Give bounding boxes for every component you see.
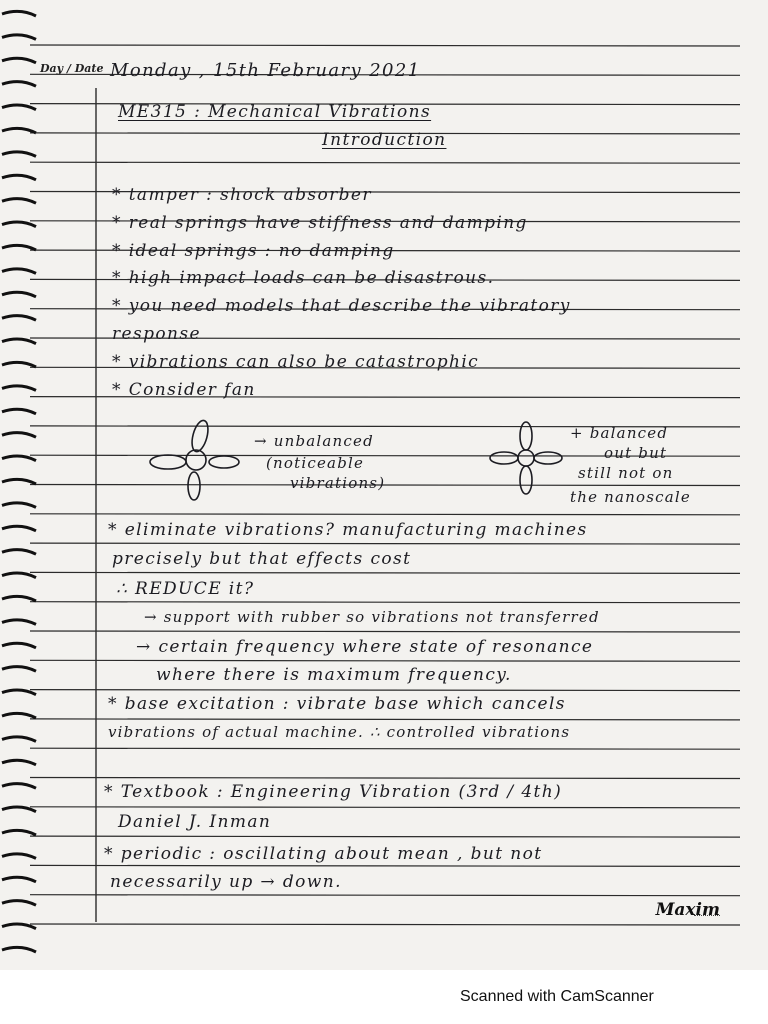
spiral-ring xyxy=(2,456,36,461)
note-line: * tamper : shock absorber xyxy=(112,185,372,205)
note-line: vibrations of actual machine. ∴ controlled vibrations xyxy=(108,723,571,741)
spiral-ring xyxy=(2,901,36,906)
spiral-ring xyxy=(2,433,36,438)
spiral-ring xyxy=(2,269,36,274)
spiral-ring xyxy=(2,175,36,180)
ruled-line xyxy=(30,690,740,691)
note-line: response xyxy=(112,324,201,344)
note-line: Daniel J. Inman xyxy=(118,812,272,832)
note-line: * Textbook : Engineering Vibration (3rd / 4th) xyxy=(104,782,563,802)
fan-label-line: (noticeable xyxy=(266,454,365,472)
note-line: * vibrations can also be catastrophic xyxy=(112,352,480,372)
section-title: Introduction xyxy=(322,130,447,150)
spiral-ring xyxy=(2,128,36,133)
ruled-line xyxy=(30,924,740,925)
ruled-line xyxy=(30,807,740,808)
fan-label-line: vibrations) xyxy=(290,474,386,492)
scanner-watermark: Scanned with CamScanner xyxy=(460,988,654,1005)
note-line: * periodic : oscillating about mean , but not xyxy=(104,844,543,864)
spiral-ring xyxy=(2,526,36,531)
spiral-ring xyxy=(2,784,36,789)
note-line: * Consider fan xyxy=(112,380,256,400)
spiral-ring xyxy=(2,11,36,16)
note-line: necessarily up → down. xyxy=(110,872,342,892)
note-line: * eliminate vibrations? manufacturing machines xyxy=(108,520,588,540)
spiral-ring xyxy=(2,760,36,765)
ruled-line xyxy=(30,719,740,720)
ruled-line xyxy=(30,631,740,632)
spiral-ring xyxy=(2,82,36,87)
note-line: where there is maximum frequency. xyxy=(156,665,512,685)
course-title: ME315 : Mechanical Vibrations xyxy=(118,102,432,122)
ruled-line xyxy=(30,778,740,779)
ruled-line xyxy=(30,572,740,573)
spiral-ring xyxy=(2,854,36,859)
ruled-line xyxy=(30,514,740,515)
spiral-ring xyxy=(2,292,36,297)
ruled-line xyxy=(30,895,740,896)
spiral-ring xyxy=(2,877,36,882)
note-line: * high impact loads can be disastrous. xyxy=(112,268,495,288)
ruled-line xyxy=(30,748,740,749)
spiral-ring xyxy=(2,479,36,484)
spiral-ring xyxy=(2,807,36,812)
fan-label-line: out but xyxy=(604,444,668,462)
fan-label-line: + balanced xyxy=(570,424,669,442)
note-line: * real springs have stiffness and damping xyxy=(112,213,528,233)
note-line: * ideal springs : no damping xyxy=(112,241,395,261)
fan-label-line: still not on xyxy=(578,464,674,482)
spiral-ring xyxy=(2,362,36,367)
ruled-line xyxy=(30,836,740,837)
fan-label-line: → unbalanced xyxy=(254,432,374,450)
spiral-ring xyxy=(2,105,36,110)
spiral-ring xyxy=(2,667,36,672)
spiral-ring xyxy=(2,550,36,555)
note-line: → certain frequency where state of resonance xyxy=(136,637,594,657)
spiral-ring xyxy=(2,690,36,695)
spiral-ring xyxy=(2,830,36,835)
spiral-ring xyxy=(2,222,36,227)
spiral-ring xyxy=(2,713,36,718)
spiral-ring xyxy=(2,620,36,625)
spiral-ring xyxy=(2,503,36,508)
spiral-ring xyxy=(2,924,36,929)
spiral-ring xyxy=(2,643,36,648)
note-line: ∴ REDUCE it? xyxy=(116,579,255,599)
spiral-ring xyxy=(2,409,36,414)
date-text: Monday , 15th February 2021 xyxy=(110,60,421,81)
note-line: * you need models that describe the vibratory xyxy=(112,296,571,316)
note-line: → support with rubber so vibrations not transferred xyxy=(144,608,600,626)
ruled-line xyxy=(30,45,740,46)
ruled-line xyxy=(30,660,740,661)
notebook-brand-logo: Maxim xyxy=(655,900,720,920)
spiral-ring xyxy=(2,152,36,157)
spiral-ring xyxy=(2,58,36,63)
ruled-line xyxy=(30,865,740,866)
spiral-ring xyxy=(2,339,36,344)
spiral-ring xyxy=(2,737,36,742)
brand-dotted-line xyxy=(694,915,720,916)
note-line: precisely but that effects cost xyxy=(112,549,412,569)
spiral-ring xyxy=(2,573,36,578)
fan-label-line: the nanoscale xyxy=(570,488,691,506)
ruled-line xyxy=(30,602,740,603)
ruled-line xyxy=(30,162,740,163)
spiral-ring xyxy=(2,316,36,321)
spiral-ring xyxy=(2,596,36,601)
spiral-ring xyxy=(2,199,36,204)
spiral-ring xyxy=(2,947,36,952)
spiral-ring xyxy=(2,35,36,40)
note-line: * base excitation : vibrate base which cancels xyxy=(108,694,566,714)
unbalanced-fan-drawing xyxy=(140,418,250,508)
spiral-ring xyxy=(2,245,36,250)
balanced-fan-drawing xyxy=(482,418,572,508)
ruled-line xyxy=(30,543,740,544)
date-label: Day / Date xyxy=(40,62,104,75)
spiral-ring xyxy=(2,386,36,391)
